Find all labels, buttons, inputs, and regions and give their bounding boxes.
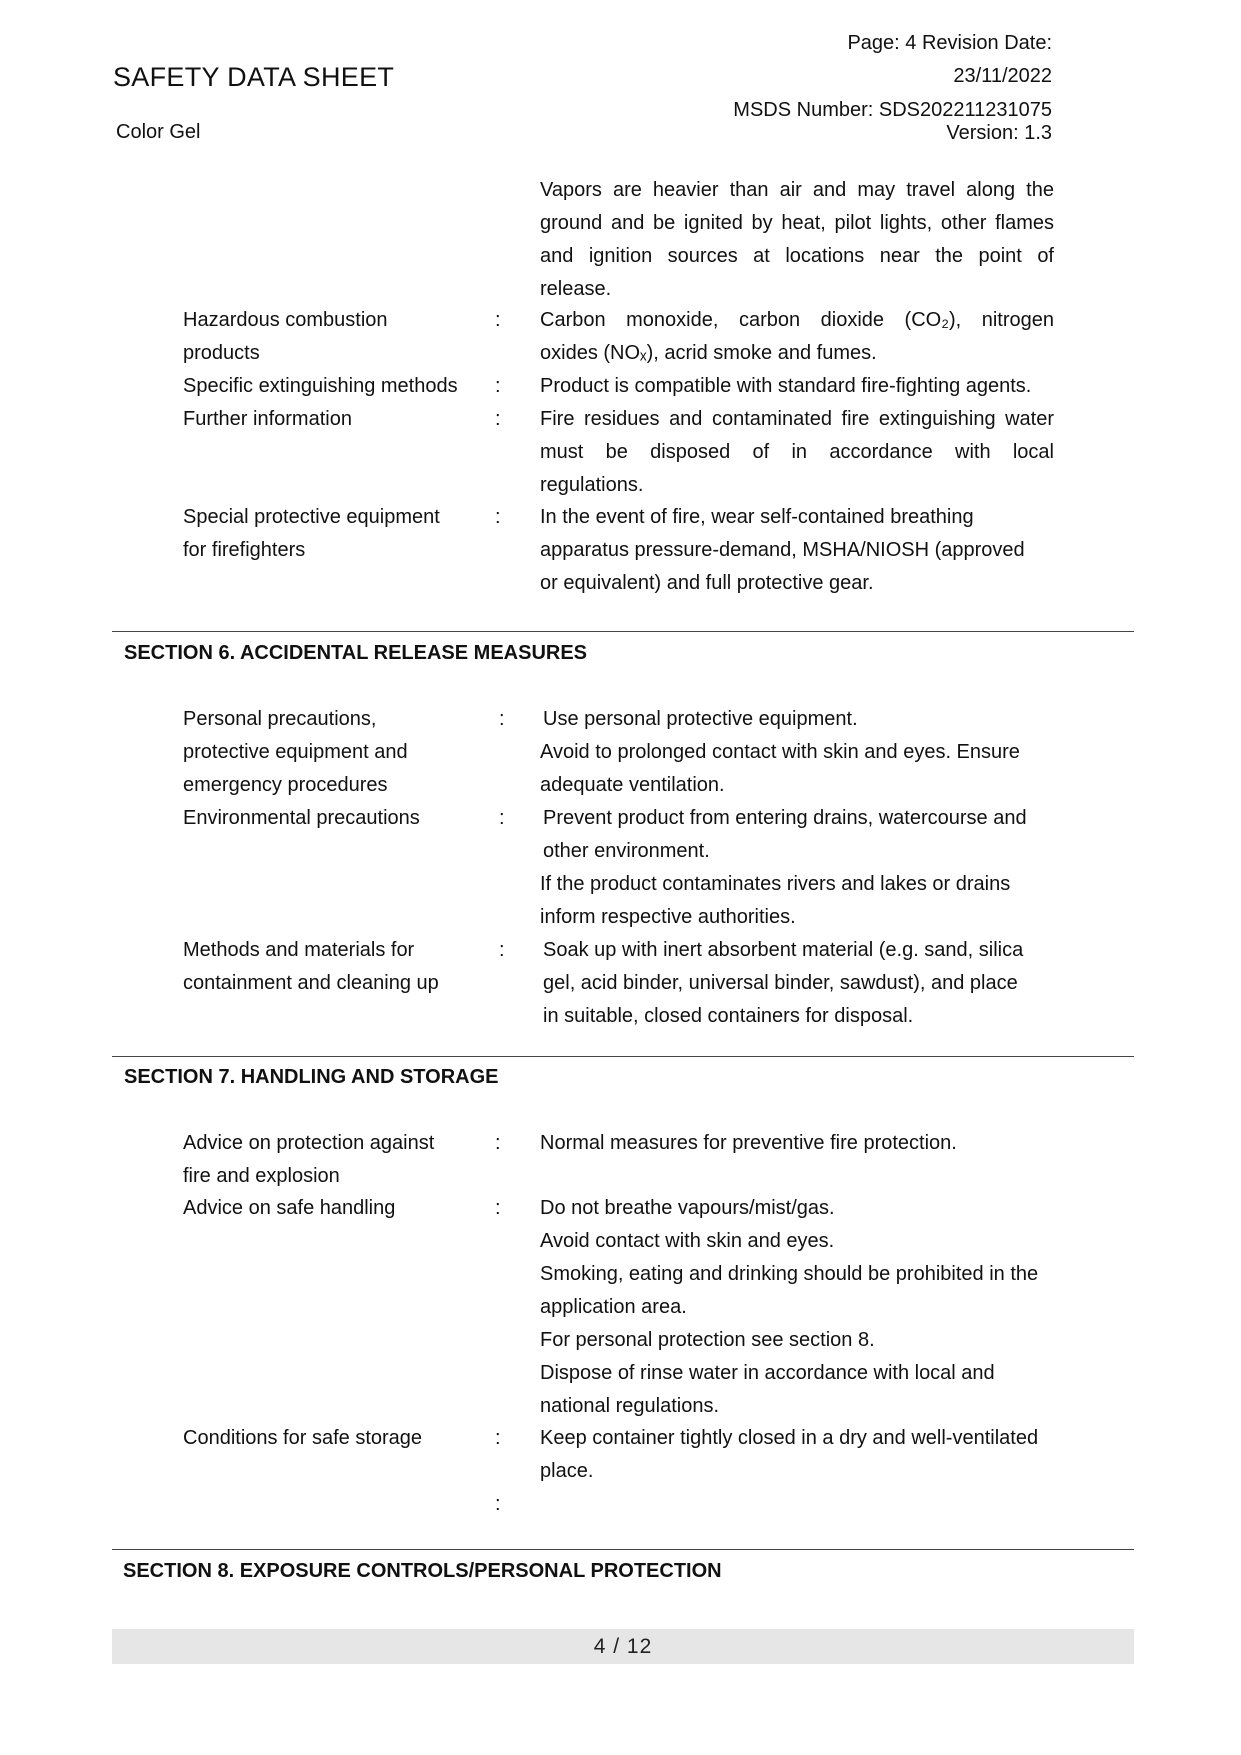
field-label-hazardous-combustion bbox=[183, 304, 388, 370]
revision-date: 23/11/2022 bbox=[953, 65, 1052, 87]
vapors-line: ground and be ignited by heat, pilot lights, other flames bbox=[540, 212, 1054, 234]
version: Version: 1.3 bbox=[946, 122, 1052, 144]
value-line: If the product contaminates rivers and lakes or drains bbox=[540, 873, 1011, 895]
value-line: Soak up with inert absorbent material (e.g. sand, silica bbox=[543, 939, 1024, 961]
vapors-line: release. bbox=[540, 278, 612, 300]
label-line: Advice on safe handling bbox=[183, 1197, 396, 1219]
value-line: national regulations. bbox=[540, 1395, 720, 1417]
value-line: Normal measures for preventive fire protection. bbox=[540, 1132, 957, 1154]
label-line: Environmental precautions bbox=[183, 807, 420, 829]
colon: : bbox=[499, 807, 505, 829]
value-line: Avoid contact with skin and eyes. bbox=[540, 1230, 835, 1252]
value-line: regulations. bbox=[540, 474, 644, 496]
field-label-protective-equipment bbox=[183, 501, 440, 567]
field-label-fire-protection bbox=[183, 1127, 434, 1193]
value-line: oxides (NOₓ), acrid smoke and fumes. bbox=[540, 342, 877, 364]
section-7-title: SECTION 7. HANDLING AND STORAGE bbox=[124, 1066, 499, 1088]
msds-number: MSDS Number: SDS202211231075 bbox=[733, 99, 1052, 121]
label-line: fire and explosion bbox=[183, 1165, 340, 1187]
page-indicator: 4 / 12 bbox=[593, 1635, 653, 1658]
value-line: adequate ventilation. bbox=[540, 774, 725, 796]
value-line: Prevent product from entering drains, watercourse and bbox=[543, 807, 1027, 829]
footer-bar bbox=[112, 1629, 1134, 1664]
label-line: protective equipment and bbox=[183, 741, 408, 763]
field-value-containment-methods bbox=[540, 934, 1054, 1033]
page-revision-label: Page: 4 Revision Date: bbox=[847, 32, 1052, 54]
value-line: gel, acid binder, universal binder, sawdust), and place bbox=[543, 972, 1018, 994]
colon: : bbox=[495, 375, 501, 397]
field-value-extinguishing-methods bbox=[540, 370, 1054, 403]
section-8-title: SECTION 8. EXPOSURE CONTROLS/PERSONAL PROTECTION bbox=[123, 1560, 722, 1582]
colon: : bbox=[495, 408, 501, 430]
label-line: Further information bbox=[183, 408, 352, 430]
product-name: Color Gel bbox=[116, 121, 201, 143]
field-label-further-information bbox=[183, 403, 352, 436]
section-divider bbox=[112, 1056, 1134, 1057]
label-line: Specific extinguishing methods bbox=[183, 375, 458, 397]
value-line: in suitable, closed containers for disposal. bbox=[543, 1005, 914, 1027]
label-line: emergency procedures bbox=[183, 774, 388, 796]
field-value-environmental-precautions bbox=[540, 802, 1054, 934]
vapors-line: Vapors are heavier than air and may travel along the bbox=[540, 179, 1054, 201]
value-line: Keep container tightly closed in a dry and well-ventilated bbox=[540, 1427, 1039, 1449]
field-label-safe-handling bbox=[183, 1192, 395, 1225]
label-line: containment and cleaning up bbox=[183, 972, 439, 994]
colon: : bbox=[499, 939, 505, 961]
value-line: Use personal protective equipment. bbox=[543, 708, 858, 730]
field-value-hazardous-combustion bbox=[540, 304, 1054, 370]
label-line: Advice on protection against bbox=[183, 1132, 435, 1154]
section-divider bbox=[112, 631, 1134, 632]
value-line: inform respective authorities. bbox=[540, 906, 796, 928]
field-label-environmental-precautions bbox=[183, 802, 420, 835]
field-value-personal-precautions bbox=[540, 703, 1054, 802]
value-line: Dispose of rinse water in accordance with local and bbox=[540, 1362, 995, 1384]
colon: : bbox=[499, 708, 505, 730]
vapors-note bbox=[540, 174, 1054, 306]
value-line: Fire residues and contaminated fire extinguishing water bbox=[540, 408, 1054, 430]
section-divider bbox=[112, 1549, 1134, 1550]
label-line: Hazardous combustion bbox=[183, 309, 388, 331]
value-line: must be disposed of in accordance with local bbox=[540, 441, 1054, 463]
label-line: Methods and materials for bbox=[183, 939, 415, 961]
field-value-fire-protection bbox=[540, 1127, 1054, 1160]
section-6-title: SECTION 6. ACCIDENTAL RELEASE MEASURES bbox=[124, 642, 588, 664]
colon: : bbox=[495, 1197, 501, 1219]
document-title: SAFETY DATA SHEET bbox=[113, 62, 395, 92]
colon: : bbox=[495, 1132, 501, 1154]
value-line: Do not breathe vapours/mist/gas. bbox=[540, 1197, 835, 1219]
label-line: products bbox=[183, 342, 260, 364]
label-line: for firefighters bbox=[183, 539, 306, 561]
vapors-line: and ignition sources at locations near the point of bbox=[540, 245, 1054, 267]
label-line: Personal precautions, bbox=[183, 708, 377, 730]
label-line: Special protective equipment bbox=[183, 506, 440, 528]
value-line: Smoking, eating and drinking should be prohibited in the bbox=[540, 1263, 1039, 1285]
value-line: apparatus pressure-demand, MSHA/NIOSH (approved bbox=[540, 539, 1025, 561]
colon: : bbox=[495, 1493, 501, 1515]
field-label-safe-storage bbox=[183, 1422, 422, 1455]
value-line: For personal protection see section 8. bbox=[540, 1329, 875, 1351]
field-label-extinguishing-methods bbox=[183, 370, 458, 403]
colon: : bbox=[495, 1427, 501, 1449]
value-line: or equivalent) and full protective gear. bbox=[540, 572, 874, 594]
field-label-containment-methods bbox=[183, 934, 439, 1000]
field-value-further-information bbox=[540, 403, 1054, 502]
value-line: In the event of fire, wear self-contained breathing bbox=[540, 506, 974, 528]
colon: : bbox=[495, 309, 501, 331]
field-value-safe-handling bbox=[540, 1192, 1054, 1423]
label-line: Conditions for safe storage bbox=[183, 1427, 423, 1449]
value-line: Avoid to prolonged contact with skin and eyes. Ensure bbox=[540, 741, 1020, 763]
value-line: Carbon monoxide, carbon dioxide (CO₂), nitrogen bbox=[540, 309, 1054, 331]
colon: : bbox=[495, 506, 501, 528]
value-line: Product is compatible with standard fire-fighting agents. bbox=[540, 375, 1032, 397]
value-line: place. bbox=[540, 1460, 594, 1482]
value-line: application area. bbox=[540, 1296, 687, 1318]
field-value-safe-storage bbox=[540, 1422, 1054, 1488]
value-line: other environment. bbox=[543, 840, 710, 862]
field-label-personal-precautions bbox=[183, 703, 408, 802]
field-value-protective-equipment bbox=[540, 501, 1054, 600]
